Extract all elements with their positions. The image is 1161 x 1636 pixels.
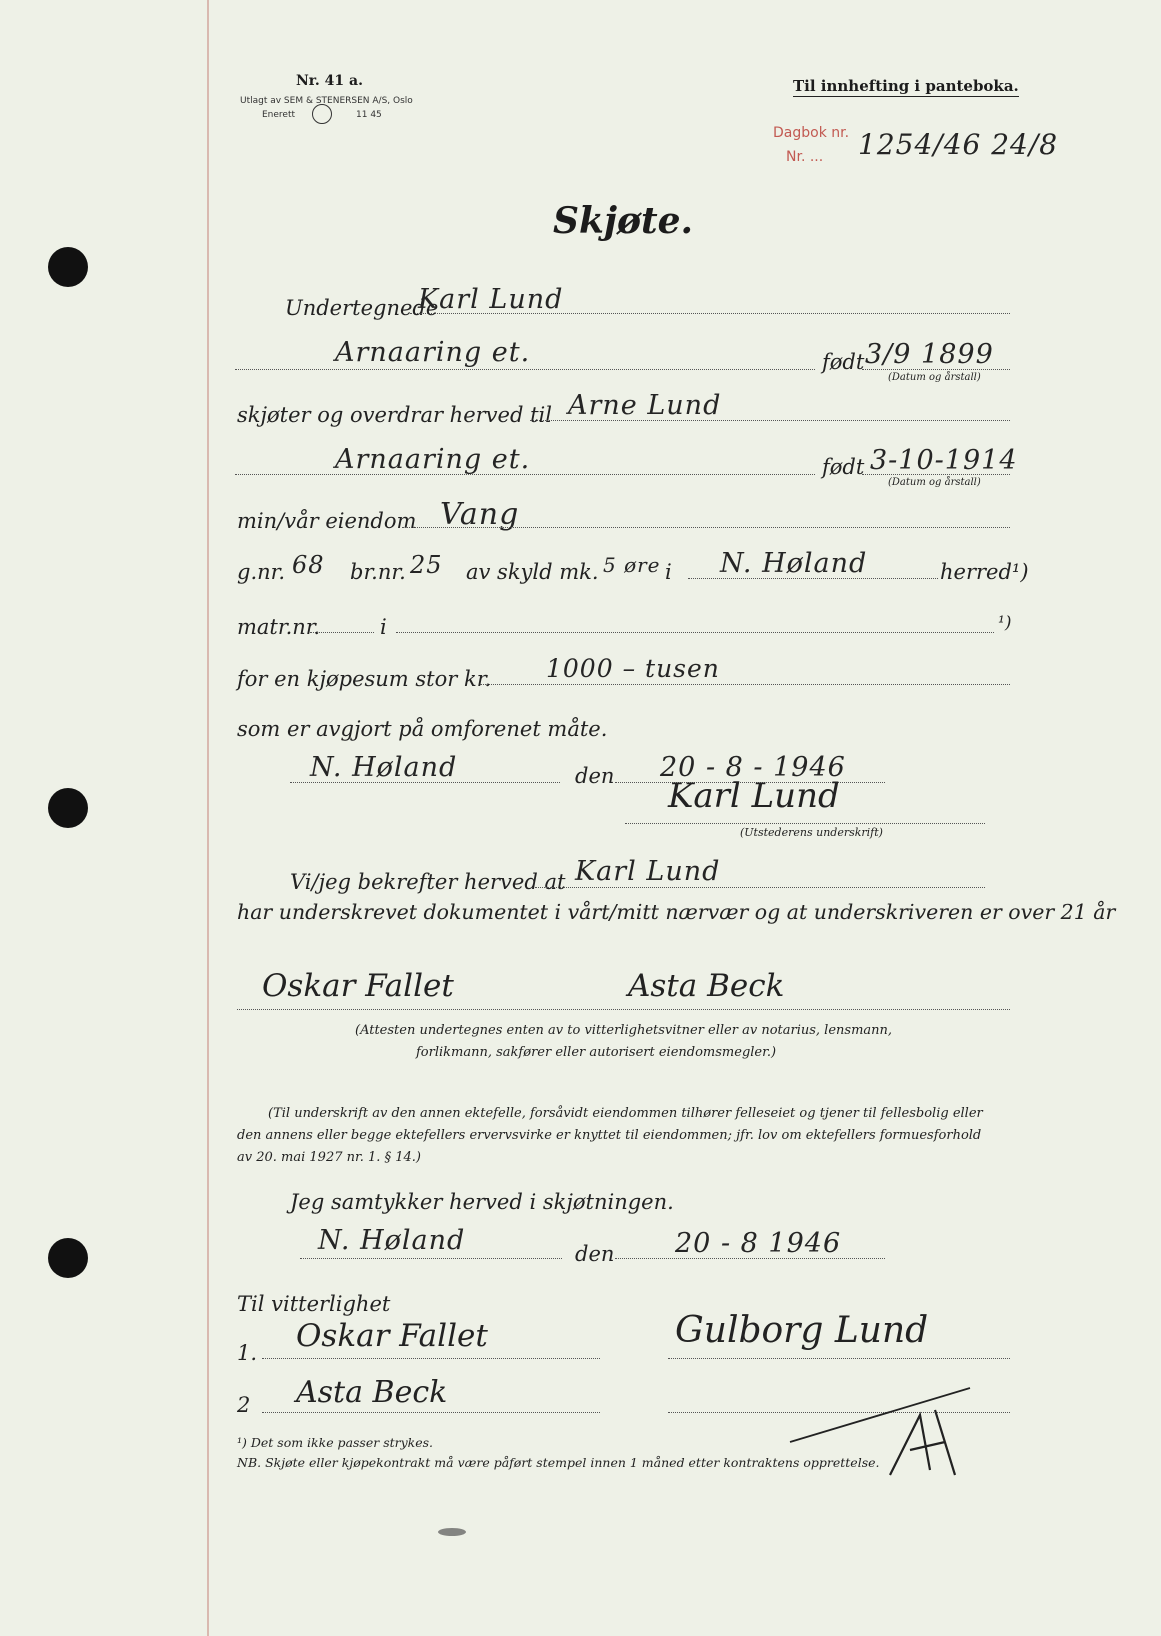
herred-label: herred¹) <box>940 560 1029 584</box>
spouse-signature: Gulborg Lund <box>675 1310 929 1351</box>
brnr-label: br.nr. <box>350 560 406 584</box>
den2-label: den <box>575 1242 615 1266</box>
dotted-line <box>290 782 560 783</box>
signature-hint: (Utstederens underskrift) <box>740 826 883 839</box>
date: 20 - 8 - 1946 <box>660 752 846 783</box>
gnr-label: g.nr. <box>237 560 286 584</box>
dotted-line <box>615 1258 885 1259</box>
dotted-line <box>262 1358 600 1359</box>
dotted-line <box>625 823 985 824</box>
kjopesum-value: 1000 – tusen <box>546 654 720 683</box>
edition: 11 45 <box>356 110 382 120</box>
herred-value: N. Høland <box>720 548 868 579</box>
undertegnede-label: Undertegnede <box>285 296 439 320</box>
spouse-note-2: den annens eller begge ektefellers ervervsvirke er knyttet til eiendommen; jfr. lov om ektefellers formuesforhold <box>237 1128 982 1143</box>
date-hint: (Datum og årstall) <box>888 372 981 383</box>
dotted-line <box>396 632 994 633</box>
ink-blot <box>438 1528 466 1536</box>
transfer-label: skjøter og overdrar herved til <box>237 403 552 427</box>
dotted-line <box>262 1412 600 1413</box>
grantee-name: Arne Lund <box>568 390 722 421</box>
den-label: den <box>575 764 615 788</box>
kjopesum-label: for en kjøpesum stor kr. <box>237 667 492 691</box>
grantee-occupation: Arnaaring et. <box>335 444 531 475</box>
eiendom-label: min/vår eiendom <box>237 509 417 533</box>
witness-1-number: 1. <box>237 1341 258 1365</box>
punch-hole <box>48 1238 88 1278</box>
punch-hole <box>48 247 88 287</box>
dotted-line <box>402 527 1010 528</box>
punch-hole <box>48 788 88 828</box>
bekrefter-name: Karl Lund <box>575 856 721 887</box>
footnote-1: ¹) Det som ikke passer strykes. <box>237 1435 434 1450</box>
bekrefter-label: Vi/jeg bekrefter herved at <box>290 870 566 894</box>
grantor-signature: Karl Lund <box>668 776 840 816</box>
dotted-line <box>668 1358 1010 1359</box>
witness-2-signature: Asta Beck <box>628 968 785 1004</box>
dotted-line <box>235 369 815 370</box>
publisher-line: Utlagt av SEM & STENERSEN A/S, Oslo <box>240 96 413 106</box>
samtykker-label: Jeg samtykker herved i skjøtningen. <box>290 1190 674 1214</box>
exclusive-line: Enerett <box>262 110 296 120</box>
place: N. Høland <box>310 752 458 783</box>
underskrevet-label: har underskrevet dokumentet i vårt/mitt nærvær og at underskriveren er over 21 år <box>237 900 1116 924</box>
skyld-value: 5 øre <box>603 553 661 577</box>
grantee-born: 3-10-1914 <box>870 445 1018 476</box>
i-label: i <box>665 560 672 584</box>
brnr-value: 25 <box>410 551 443 579</box>
avgjort-label: som er avgjort på omforenet måte. <box>237 717 608 741</box>
matr-i-label: i <box>380 615 387 639</box>
dotted-line <box>862 474 1010 475</box>
dotted-line <box>300 1258 562 1259</box>
publisher-logo <box>312 104 332 124</box>
skyld-label: av skyld mk. <box>466 560 599 584</box>
matr-footnote: ¹) <box>998 613 1012 633</box>
dotted-line <box>235 474 815 475</box>
vitterlighet-label: Til vitterlighet <box>237 1292 391 1316</box>
witness-1-signature: Oskar Fallet <box>262 968 454 1004</box>
dotted-line <box>862 369 1010 370</box>
margin-rule <box>207 0 209 1636</box>
witness-2-name: Asta Beck <box>296 1375 448 1410</box>
spouse-note-3: av 20. mai 1927 nr. 1. § 14.) <box>237 1150 421 1165</box>
stamp-line-1: Dagbok nr. <box>773 125 850 141</box>
property-name: Vang <box>440 497 520 532</box>
page-title: Skjøte. <box>553 200 694 242</box>
matrnr-label: matr.nr. <box>237 615 321 639</box>
dotted-line <box>480 684 1010 685</box>
filing-note: Til innhefting i panteboka. <box>793 77 1019 95</box>
stamp-line-2: Nr. ... <box>786 149 824 165</box>
fodt-label: født <box>822 350 865 374</box>
stamp-handwritten: 1254/46 24/8 <box>858 128 1059 161</box>
dotted-line <box>535 887 985 888</box>
dotted-line <box>237 1009 1010 1010</box>
dotted-line <box>410 313 1010 314</box>
witness-1-name: Oskar Fallet <box>296 1318 488 1354</box>
place-2: N. Høland <box>318 1225 466 1256</box>
dotted-line <box>688 578 938 579</box>
form-number: Nr. 41 a. <box>296 73 363 89</box>
date-2: 20 - 8 1946 <box>675 1228 842 1259</box>
grantor-born: 3/9 1899 <box>865 339 994 370</box>
spouse-note-1: (Til underskrift av den annen ektefelle, forsåvidt eiendommen tilhører felleseiet og tjener til fellesbolig eller <box>268 1106 983 1121</box>
grantor-name: Karl Lund <box>418 284 564 315</box>
dotted-line <box>530 420 1010 421</box>
attest-note-2: forlikmann, sakfører eller autorisert eiendomsmegler.) <box>416 1045 777 1060</box>
witness-2-number: 2 <box>237 1393 251 1417</box>
grantor-occupation: Arnaaring et. <box>335 337 531 368</box>
date-hint-2: (Datum og årstall) <box>888 477 981 488</box>
fodt-label-2: født <box>822 455 865 479</box>
attest-note-1: (Attesten undertegnes enten av to vitterlighetsvitner eller av notarius, lensmann, <box>355 1023 893 1038</box>
footnote-2: NB. Skjøte eller kjøpekontrakt må være påført stempel innen 1 måned etter kontraktens opprettelse. <box>237 1455 880 1470</box>
dotted-line <box>310 632 374 633</box>
gnr-value: 68 <box>292 551 325 579</box>
initials-mark <box>770 1380 980 1490</box>
